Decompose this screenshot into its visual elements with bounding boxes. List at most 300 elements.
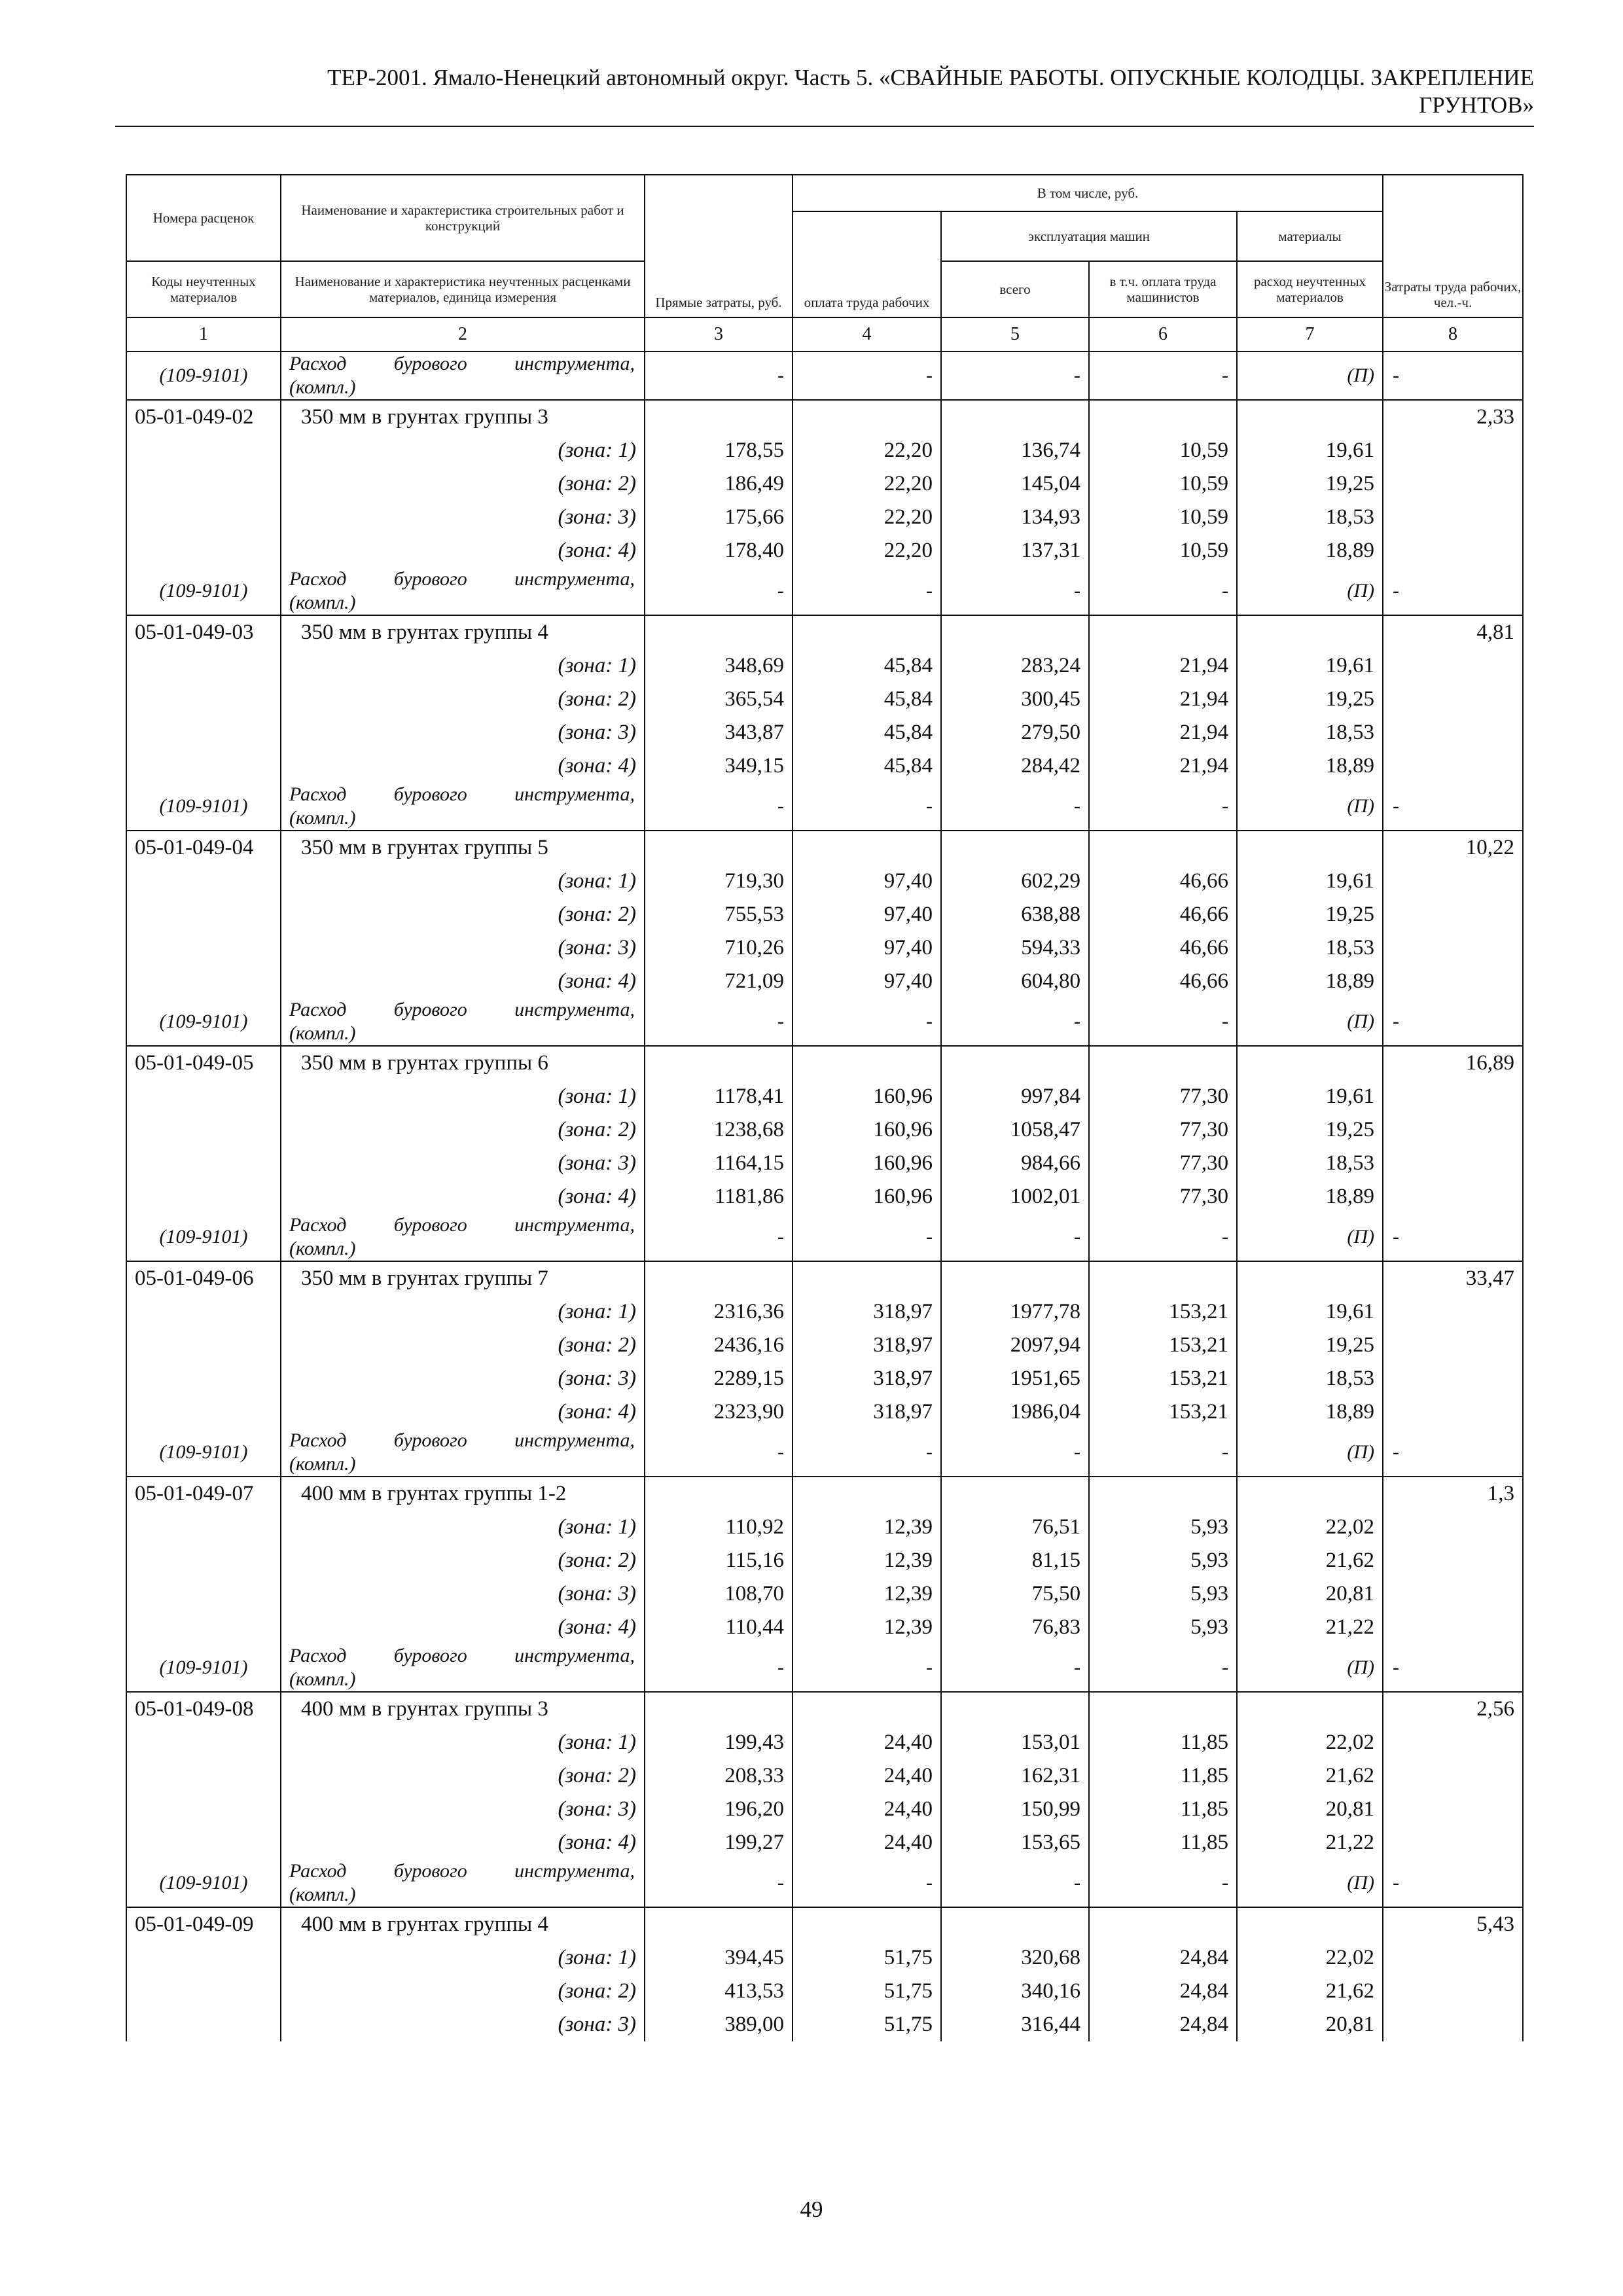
machines-total: 153,65 — [941, 1826, 1089, 1859]
worker-wages: 22,20 — [793, 467, 941, 501]
empty-cell — [793, 1692, 941, 1726]
zone-label: (зона: 1) — [281, 1295, 645, 1329]
empty-cell — [941, 1907, 1089, 1941]
empty-cell — [1383, 649, 1523, 683]
material-labor-dash: - — [1383, 998, 1523, 1046]
zone-row — [126, 1511, 1523, 1544]
materials-cost: 21,62 — [1237, 1759, 1383, 1793]
material-word: Расход — [289, 353, 347, 374]
rate-code: 05-01-049-08 — [126, 1692, 281, 1726]
materials-cost: 18,89 — [1237, 749, 1383, 783]
dash-cell: - — [1089, 1644, 1237, 1692]
empty-cell — [793, 831, 941, 865]
materials-cost: 19,61 — [1237, 1080, 1383, 1113]
machinist-wages: 77,30 — [1089, 1147, 1237, 1180]
empty-cell — [126, 1147, 281, 1180]
material-word: инструмента, — [514, 1860, 635, 1882]
machinist-wages: 11,85 — [1089, 1793, 1237, 1826]
material-p-mark: (П) — [1237, 1859, 1383, 1907]
dash-cell: - — [1089, 783, 1237, 831]
machines-total: 320,68 — [941, 1941, 1089, 1975]
machines-total: 2097,94 — [941, 1329, 1089, 1362]
zone-row — [126, 898, 1523, 931]
labor-cost: 4,81 — [1383, 615, 1523, 649]
empty-cell — [1237, 831, 1383, 865]
zone-row — [126, 2008, 1523, 2041]
machines-total: 76,51 — [941, 1511, 1089, 1544]
machines-total: 300,45 — [941, 683, 1089, 716]
material-row — [126, 1859, 1523, 1907]
empty-cell — [793, 1907, 941, 1941]
empty-cell — [1383, 534, 1523, 567]
direct-cost: 110,44 — [645, 1611, 793, 1644]
materials-cost: 19,61 — [1237, 865, 1383, 898]
materials-cost: 19,25 — [1237, 683, 1383, 716]
worker-wages: 45,84 — [793, 749, 941, 783]
col-number: 7 — [1237, 317, 1383, 351]
machinist-wages: 10,59 — [1089, 501, 1237, 534]
zone-label: (зона: 2) — [281, 1544, 645, 1577]
worker-wages: 12,39 — [793, 1544, 941, 1577]
material-description — [281, 1644, 645, 1692]
machinist-wages: 24,84 — [1089, 1975, 1237, 2008]
zone-row — [126, 931, 1523, 965]
material-word: Расход — [289, 568, 347, 590]
empty-cell — [941, 1692, 1089, 1726]
material-description — [281, 998, 645, 1046]
direct-cost: 348,69 — [645, 649, 793, 683]
machinist-wages: 5,93 — [1089, 1544, 1237, 1577]
material-word: инструмента, — [514, 1645, 635, 1666]
empty-cell — [1383, 865, 1523, 898]
material-unit: (компл.) — [289, 807, 356, 829]
direct-cost: 721,09 — [645, 965, 793, 998]
material-row — [126, 783, 1523, 831]
material-labor-dash: - — [1383, 1644, 1523, 1692]
machinist-wages: 21,94 — [1089, 649, 1237, 683]
zone-label: (зона: 3) — [281, 501, 645, 534]
dash-cell: - — [1089, 1429, 1237, 1477]
machinist-wages: 153,21 — [1089, 1362, 1237, 1395]
col-number: 3 — [645, 317, 793, 351]
rate-row — [126, 1477, 1523, 1511]
machines-total: 162,31 — [941, 1759, 1089, 1793]
rate-title: 350 мм в грунтах группы 3 — [281, 400, 645, 434]
rate-title: 350 мм в грунтах группы 4 — [281, 615, 645, 649]
material-row — [126, 1213, 1523, 1261]
direct-cost: 115,16 — [645, 1544, 793, 1577]
price-table — [126, 174, 1524, 2041]
machinist-wages: 46,66 — [1089, 965, 1237, 998]
empty-cell — [1237, 615, 1383, 649]
zone-row — [126, 683, 1523, 716]
materials-cost: 20,81 — [1237, 1577, 1383, 1611]
dash-cell: - — [793, 1859, 941, 1907]
material-labor-dash: - — [1383, 567, 1523, 615]
materials-cost: 18,53 — [1237, 501, 1383, 534]
worker-wages: 51,75 — [793, 1941, 941, 1975]
col-machinist-wages: в т.ч. оплата труда машинистов — [1089, 261, 1237, 317]
empty-cell — [126, 1113, 281, 1147]
zone-row — [126, 534, 1523, 567]
machinist-wages: 46,66 — [1089, 865, 1237, 898]
material-word: инструмента, — [514, 353, 635, 374]
dash-cell: - — [645, 1429, 793, 1477]
labor-cost: 2,33 — [1383, 400, 1523, 434]
machinist-wages: 10,59 — [1089, 467, 1237, 501]
empty-cell — [126, 683, 281, 716]
material-word: бурового — [393, 353, 467, 374]
worker-wages: 97,40 — [793, 898, 941, 931]
worker-wages: 45,84 — [793, 683, 941, 716]
machines-total: 279,50 — [941, 716, 1089, 749]
empty-cell — [793, 615, 941, 649]
worker-wages: 51,75 — [793, 2008, 941, 2041]
machines-total: 75,50 — [941, 1577, 1089, 1611]
materials-cost: 19,25 — [1237, 898, 1383, 931]
worker-wages: 318,97 — [793, 1362, 941, 1395]
material-p-mark: (П) — [1237, 998, 1383, 1046]
dash-cell: - — [793, 351, 941, 400]
empty-cell — [126, 1395, 281, 1429]
empty-cell — [1383, 749, 1523, 783]
zone-label: (зона: 3) — [281, 716, 645, 749]
empty-cell — [1237, 400, 1383, 434]
worker-wages: 51,75 — [793, 1975, 941, 2008]
direct-cost: 755,53 — [645, 898, 793, 931]
worker-wages: 12,39 — [793, 1511, 941, 1544]
zone-row — [126, 1544, 1523, 1577]
materials-cost: 19,61 — [1237, 649, 1383, 683]
material-p-mark: (П) — [1237, 783, 1383, 831]
rate-code: 05-01-049-09 — [126, 1907, 281, 1941]
empty-cell — [1383, 1793, 1523, 1826]
material-code: (109-9101) — [126, 1213, 281, 1261]
zone-label: (зона: 3) — [281, 1793, 645, 1826]
zone-row — [126, 1113, 1523, 1147]
dash-cell: - — [793, 998, 941, 1046]
material-code: (109-9101) — [126, 1859, 281, 1907]
empty-cell — [1383, 965, 1523, 998]
worker-wages: 24,40 — [793, 1826, 941, 1859]
empty-cell — [793, 1477, 941, 1511]
page-number: 49 — [800, 2197, 823, 2222]
zone-row — [126, 865, 1523, 898]
direct-cost: 1178,41 — [645, 1080, 793, 1113]
materials-cost: 19,61 — [1237, 1295, 1383, 1329]
zone-row — [126, 1329, 1523, 1362]
worker-wages: 318,97 — [793, 1295, 941, 1329]
material-word: бурового — [393, 1214, 467, 1236]
materials-cost: 22,02 — [1237, 1941, 1383, 1975]
empty-cell — [1383, 1826, 1523, 1859]
machines-total: 1986,04 — [941, 1395, 1089, 1429]
material-p-mark: (П) — [1237, 1429, 1383, 1477]
zone-row — [126, 965, 1523, 998]
dash-cell: - — [793, 1429, 941, 1477]
materials-cost: 21,62 — [1237, 1975, 1383, 2008]
empty-cell — [126, 865, 281, 898]
material-unit: (компл.) — [289, 376, 356, 398]
rate-code: 05-01-049-06 — [126, 1261, 281, 1295]
col-number: 6 — [1089, 317, 1237, 351]
machinist-wages: 153,21 — [1089, 1395, 1237, 1429]
zone-row — [126, 1362, 1523, 1395]
empty-cell — [645, 1907, 793, 1941]
machinist-wages: 5,93 — [1089, 1577, 1237, 1611]
worker-wages: 22,20 — [793, 434, 941, 467]
empty-cell — [645, 400, 793, 434]
empty-cell — [126, 1793, 281, 1826]
direct-cost: 199,27 — [645, 1826, 793, 1859]
zone-label: (зона: 4) — [281, 1826, 645, 1859]
material-word: инструмента, — [514, 783, 635, 805]
empty-cell — [126, 1975, 281, 2008]
zone-label: (зона: 2) — [281, 898, 645, 931]
direct-cost: 1238,68 — [645, 1113, 793, 1147]
worker-wages: 24,40 — [793, 1759, 941, 1793]
material-word: инструмента, — [514, 1429, 635, 1451]
machines-total: 1058,47 — [941, 1113, 1089, 1147]
materials-cost: 19,25 — [1237, 1329, 1383, 1362]
material-p-mark: (П) — [1237, 1213, 1383, 1261]
worker-wages: 97,40 — [793, 965, 941, 998]
zone-label: (зона: 4) — [281, 965, 645, 998]
zone-row — [126, 1080, 1523, 1113]
material-word: Расход — [289, 1429, 347, 1451]
machines-total: 997,84 — [941, 1080, 1089, 1113]
rate-title: 400 мм в грунтах группы 1-2 — [281, 1477, 645, 1511]
empty-cell — [126, 434, 281, 467]
dash-cell: - — [645, 783, 793, 831]
empty-cell — [941, 400, 1089, 434]
direct-cost: 365,54 — [645, 683, 793, 716]
direct-cost: 110,92 — [645, 1511, 793, 1544]
col-material-name: Наименование и характеристика неучтенных расценками материалов, единица измерения — [281, 261, 645, 317]
material-description — [281, 1859, 645, 1907]
labor-cost: 5,43 — [1383, 1907, 1523, 1941]
empty-cell — [1383, 1113, 1523, 1147]
materials-cost: 18,53 — [1237, 716, 1383, 749]
zone-label: (зона: 2) — [281, 1329, 645, 1362]
empty-cell — [1383, 1329, 1523, 1362]
empty-cell — [941, 1477, 1089, 1511]
material-word: бурового — [393, 568, 467, 590]
worker-wages: 97,40 — [793, 865, 941, 898]
direct-cost: 108,70 — [645, 1577, 793, 1611]
empty-cell — [1237, 1907, 1383, 1941]
empty-cell — [1089, 1477, 1237, 1511]
machinist-wages: 24,84 — [1089, 1941, 1237, 1975]
col-work-name: Наименование и характеристика строительных работ и конструкций — [281, 175, 645, 261]
empty-cell — [1383, 1759, 1523, 1793]
empty-cell — [941, 831, 1089, 865]
empty-cell — [1089, 831, 1237, 865]
worker-wages: 160,96 — [793, 1147, 941, 1180]
col-unaccounted-materials: расход неучтенных материалов — [1237, 261, 1383, 317]
dash-cell: - — [645, 1213, 793, 1261]
zone-label: (зона: 3) — [281, 1577, 645, 1611]
rate-code: 05-01-049-04 — [126, 831, 281, 865]
rate-row — [126, 1046, 1523, 1080]
dash-cell: - — [645, 1644, 793, 1692]
material-labor-dash: - — [1383, 351, 1523, 400]
machinist-wages: 10,59 — [1089, 534, 1237, 567]
material-word: Расход — [289, 1860, 347, 1882]
machinist-wages: 5,93 — [1089, 1611, 1237, 1644]
empty-cell — [1383, 1180, 1523, 1213]
empty-cell — [1383, 434, 1523, 467]
rate-code: 05-01-049-05 — [126, 1046, 281, 1080]
zone-label: (зона: 3) — [281, 931, 645, 965]
zone-label: (зона: 3) — [281, 2008, 645, 2041]
empty-cell — [1383, 1395, 1523, 1429]
zone-label: (зона: 4) — [281, 1180, 645, 1213]
labor-cost: 16,89 — [1383, 1046, 1523, 1080]
empty-cell — [1089, 1907, 1237, 1941]
material-unit: (компл.) — [289, 1668, 356, 1690]
zone-label: (зона: 3) — [281, 1147, 645, 1180]
zone-row — [126, 434, 1523, 467]
machines-total: 145,04 — [941, 467, 1089, 501]
materials-cost: 18,89 — [1237, 965, 1383, 998]
empty-cell — [126, 716, 281, 749]
material-code: (109-9101) — [126, 998, 281, 1046]
dash-cell: - — [645, 1859, 793, 1907]
col-labor-costs: Затраты труда рабочих, чел.-ч. — [1383, 175, 1523, 317]
direct-cost: 178,40 — [645, 534, 793, 567]
material-p-mark: (П) — [1237, 351, 1383, 400]
empty-cell — [126, 1611, 281, 1644]
dash-cell: - — [1089, 567, 1237, 615]
machines-total: 76,83 — [941, 1611, 1089, 1644]
empty-cell — [1089, 1692, 1237, 1726]
material-unit: (компл.) — [289, 1453, 356, 1475]
machines-total: 81,15 — [941, 1544, 1089, 1577]
worker-wages: 12,39 — [793, 1577, 941, 1611]
machinist-wages: 11,85 — [1089, 1826, 1237, 1859]
empty-cell — [1383, 1975, 1523, 2008]
machines-total: 136,74 — [941, 434, 1089, 467]
rate-title: 400 мм в грунтах группы 3 — [281, 1692, 645, 1726]
machines-total: 137,31 — [941, 534, 1089, 567]
machinist-wages: 77,30 — [1089, 1080, 1237, 1113]
zone-label: (зона: 2) — [281, 1975, 645, 2008]
dash-cell: - — [1089, 1213, 1237, 1261]
direct-cost: 208,33 — [645, 1759, 793, 1793]
machinist-wages: 21,94 — [1089, 716, 1237, 749]
rate-row — [126, 1692, 1523, 1726]
labor-cost: 33,47 — [1383, 1261, 1523, 1295]
machinist-wages: 153,21 — [1089, 1329, 1237, 1362]
machinist-wages: 11,85 — [1089, 1759, 1237, 1793]
dash-cell: - — [941, 1429, 1089, 1477]
empty-cell — [1383, 2008, 1523, 2041]
material-word: бурового — [393, 999, 467, 1020]
material-word: Расход — [289, 783, 347, 805]
materials-cost: 18,89 — [1237, 534, 1383, 567]
material-p-mark: (П) — [1237, 1644, 1383, 1692]
worker-wages: 45,84 — [793, 716, 941, 749]
empty-cell — [1383, 683, 1523, 716]
machinist-wages: 77,30 — [1089, 1180, 1237, 1213]
empty-cell — [126, 965, 281, 998]
zone-row — [126, 749, 1523, 783]
zone-label: (зона: 1) — [281, 1941, 645, 1975]
header-rule — [115, 126, 1534, 127]
material-description — [281, 1213, 645, 1261]
empty-cell — [793, 400, 941, 434]
col-materials: материалы — [1237, 211, 1383, 261]
empty-cell — [126, 749, 281, 783]
zone-label: (зона: 1) — [281, 1726, 645, 1759]
machines-total: 340,16 — [941, 1975, 1089, 2008]
machinist-wages: 46,66 — [1089, 898, 1237, 931]
material-unit: (компл.) — [289, 1884, 356, 1905]
empty-cell — [126, 1759, 281, 1793]
material-word: Расход — [289, 1214, 347, 1236]
empty-cell — [126, 501, 281, 534]
direct-cost: 413,53 — [645, 1975, 793, 2008]
col-number: 2 — [281, 317, 645, 351]
running-header-line2: ГРУНТОВ» — [1419, 92, 1534, 118]
direct-cost: 349,15 — [645, 749, 793, 783]
zone-row — [126, 1975, 1523, 2008]
worker-wages: 318,97 — [793, 1395, 941, 1429]
material-row — [126, 1644, 1523, 1692]
worker-wages: 22,20 — [793, 534, 941, 567]
dash-cell: - — [941, 351, 1089, 400]
materials-cost: 18,53 — [1237, 1362, 1383, 1395]
col-group-in-that: В том числе, руб. — [793, 175, 1383, 211]
machinist-wages: 24,84 — [1089, 2008, 1237, 2041]
zone-row — [126, 649, 1523, 683]
material-labor-dash: - — [1383, 1859, 1523, 1907]
direct-cost: 2316,36 — [645, 1295, 793, 1329]
col-direct-costs: Прямые затраты, руб. — [645, 175, 793, 317]
dash-cell: - — [645, 567, 793, 615]
direct-cost: 1164,15 — [645, 1147, 793, 1180]
empty-cell — [793, 1046, 941, 1080]
empty-cell — [645, 831, 793, 865]
zone-label: (зона: 4) — [281, 1611, 645, 1644]
table-head — [126, 175, 1523, 351]
empty-cell — [645, 1477, 793, 1511]
zone-row — [126, 1295, 1523, 1329]
material-code: (109-9101) — [126, 1429, 281, 1477]
material-word: бурового — [393, 1860, 467, 1882]
machines-total: 638,88 — [941, 898, 1089, 931]
zone-label: (зона: 1) — [281, 1080, 645, 1113]
direct-cost: 175,66 — [645, 501, 793, 534]
zone-label: (зона: 4) — [281, 1395, 645, 1429]
empty-cell — [126, 931, 281, 965]
material-word: Расход — [289, 1645, 347, 1666]
empty-cell — [645, 615, 793, 649]
material-description — [281, 1429, 645, 1477]
empty-cell — [1383, 1577, 1523, 1611]
machines-total: 150,99 — [941, 1793, 1089, 1826]
material-word: инструмента, — [514, 999, 635, 1020]
machinist-wages: 77,30 — [1089, 1113, 1237, 1147]
empty-cell — [1383, 1941, 1523, 1975]
zone-row — [126, 1726, 1523, 1759]
empty-cell — [645, 1261, 793, 1295]
zone-row — [126, 716, 1523, 749]
zone-row — [126, 1577, 1523, 1611]
empty-cell — [1383, 1295, 1523, 1329]
empty-cell — [126, 534, 281, 567]
